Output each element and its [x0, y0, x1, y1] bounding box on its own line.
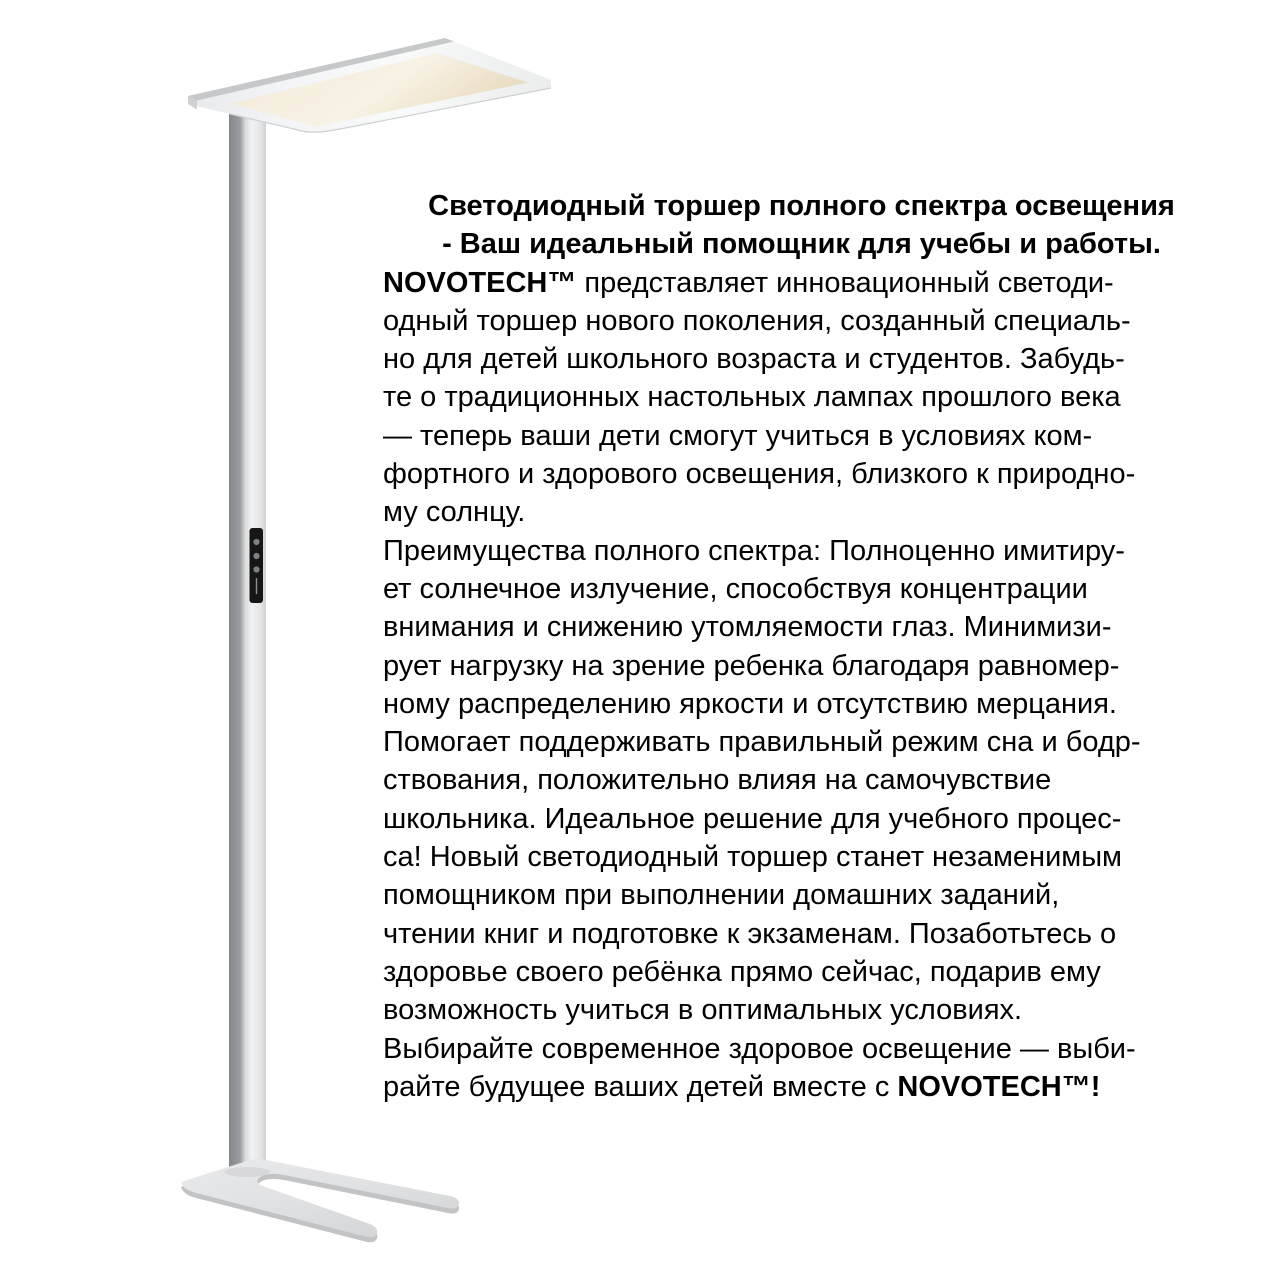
body-line	[383, 302, 1220, 340]
text-segment: му солнцу.	[383, 496, 526, 529]
body-line	[383, 455, 1220, 493]
text-segment: ному распределению яркости и отсутствию мерцания.	[383, 687, 1117, 720]
body-line	[383, 1030, 1220, 1068]
body-line	[383, 876, 1220, 914]
text-segment: ет солнечное излучение, способствуя концентрации	[383, 572, 1088, 605]
text-segment: Помогает поддерживать правильный режим сна и бодр-	[383, 726, 1141, 759]
body-line	[383, 685, 1220, 723]
body-line	[383, 417, 1220, 455]
control-button	[253, 553, 259, 559]
brightness-slider	[256, 578, 257, 594]
text-segment: одный торшер нового поколения, созданный специаль-	[383, 304, 1131, 337]
lamp-pole	[229, 98, 266, 1176]
text-segment: - Ваш идеальный помощник для учебы и работы.	[442, 228, 1161, 261]
body-line	[383, 340, 1220, 378]
text-segment: здоровье своего ребёнка прямо сейчас, подарив ему	[383, 955, 1101, 988]
text-segment: возможность учиться в оптимальных условиях.	[383, 994, 1023, 1027]
body-line	[383, 532, 1220, 570]
text-segment: но для детей школьного возраста и студентов. Забудь-	[383, 343, 1125, 376]
control-button	[253, 539, 259, 545]
text-segment: чтении книг и подготовке к экзаменам. Позаботьтесь о	[383, 917, 1117, 950]
body-line	[383, 378, 1220, 416]
body-line	[383, 800, 1220, 838]
body-line	[383, 761, 1220, 799]
text-segment: ствования, положительно влияя на самочувствие	[383, 764, 1052, 797]
text-segment: те о традиционных настольных лампах прошлого века	[383, 381, 1121, 414]
body-line	[383, 647, 1220, 685]
text-segment: — теперь ваши дети смогут учиться в условиях ком-	[383, 419, 1093, 452]
text-segment: помощником при выполнении домашних заданий,	[383, 879, 1060, 912]
body-line	[383, 264, 1220, 302]
brand-name: NOVOTECH™	[383, 266, 577, 299]
text-segment: Выбирайте современное здоровое освещение — выби-	[383, 1032, 1136, 1065]
text-segment: Светодиодный торшер полного спектра освещения	[428, 190, 1175, 222]
title-line-2	[383, 225, 1220, 263]
body-line	[383, 608, 1220, 646]
text-segment: Преимущества полного спектра: Полноценно имитиру-	[383, 534, 1125, 567]
pole-base-shadow	[224, 1167, 270, 1177]
text-segment: са! Новый светодиодный торшер станет незаменимым	[383, 841, 1122, 874]
body-line	[383, 570, 1220, 608]
body-line	[383, 493, 1220, 531]
body-line	[383, 991, 1220, 1029]
body-line	[383, 1068, 1220, 1106]
text-segment: фортного и здорового освещения, близкого к природно-	[383, 458, 1136, 491]
product-description	[383, 187, 1220, 1106]
text-segment: школьника. Идеальное решение для учебного процес-	[383, 802, 1122, 835]
title-line-1	[383, 187, 1220, 225]
body-line	[383, 953, 1220, 991]
control-button	[253, 566, 259, 572]
body-line	[383, 838, 1220, 876]
body-line	[383, 723, 1220, 761]
text-segment: представляет инновационный светоди-	[576, 266, 1114, 299]
body-line	[383, 915, 1220, 953]
text-segment: внимания и снижению утомляемости глаз. Минимизи-	[383, 611, 1112, 644]
text-segment: рует нагрузку на зрение ребенка благодаря равномер-	[383, 649, 1120, 682]
text-segment: райте будущее ваших детей вместе с	[383, 1070, 898, 1103]
brand-name: NOVOTECH™!	[897, 1070, 1101, 1103]
